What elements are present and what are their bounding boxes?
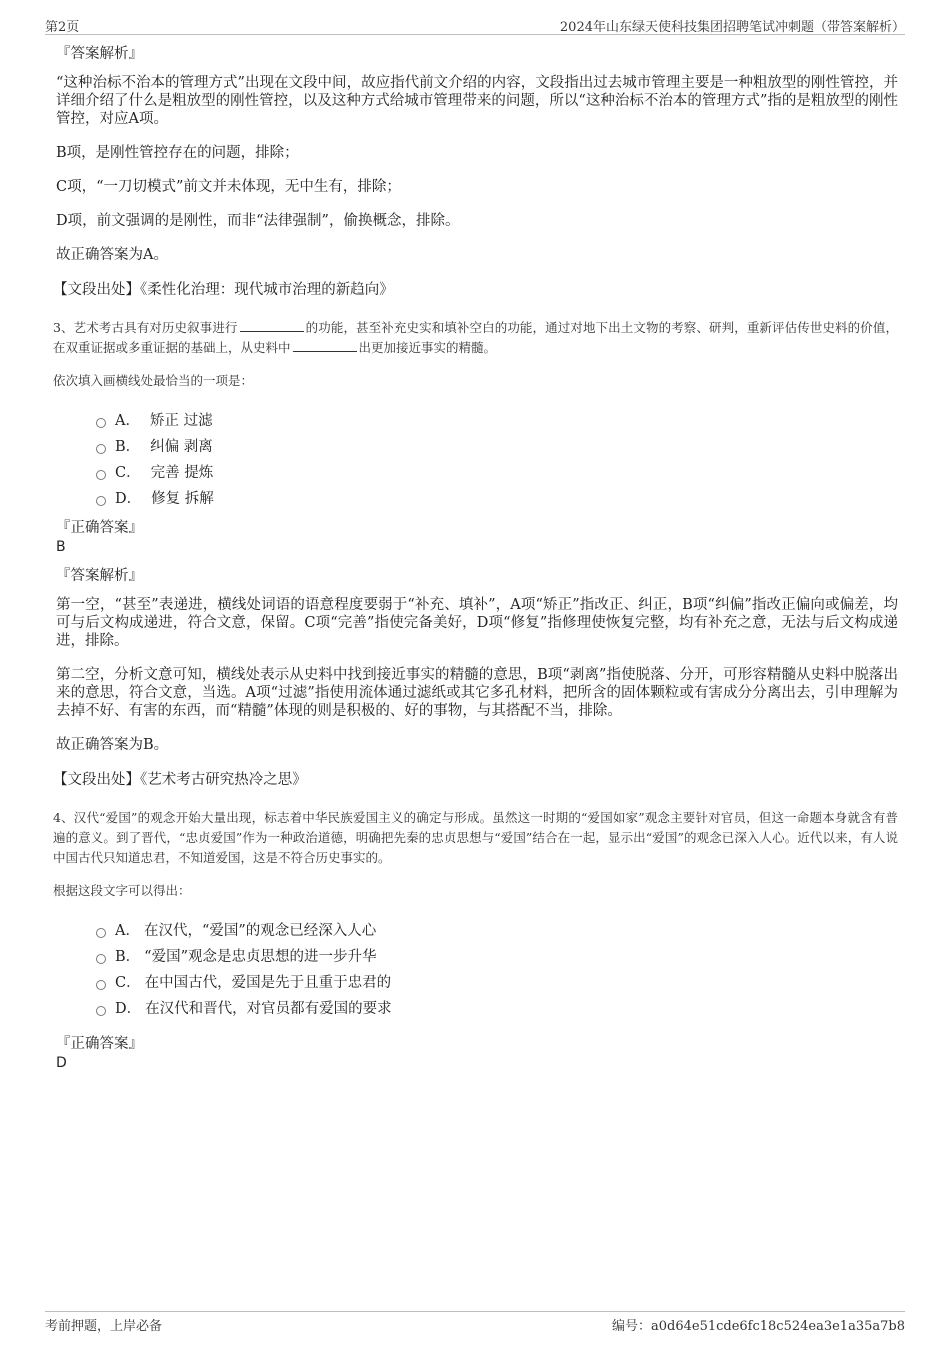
option-b[interactable]: B． “爱国”观念是忠贞思想的进一步升华: [96, 944, 898, 970]
radio-icon[interactable]: [96, 444, 106, 454]
radio-icon[interactable]: [96, 496, 106, 506]
question-4-options: [96, 918, 898, 1022]
analysis-conclusion: 故正确答案为A。: [56, 247, 168, 263]
page-footer: [45, 1311, 905, 1336]
analysis-paragraph: C项，“一刀切模式”前文并未体现，无中生有，排除；: [56, 179, 401, 195]
option-a[interactable]: A． 在汉代，“爱国”的观念已经深入人心: [96, 918, 898, 944]
document-title: 2024年山东绿天使科技集团招聘笔试冲刺题（带答案解析）: [559, 20, 905, 35]
correct-answer-heading: 『正确答案』: [56, 520, 143, 536]
analysis-paragraph: 第二空，分析文意可知，横线处表示从史料中找到接近事实的精髓的意思，B项“剥离”指使脱落、分开，可形容精髓从史料中脱落出来的意思，符合文意，当选。A项“过滤”指使用流体通过滤纸或其它多孔材料，把所含的固体颗粒或有害成分分离出去，引申理解为去掉不好、有害的东西，而“精髓”体现的则是积极的、好的事物，与其搭配不当，排除。: [56, 667, 898, 719]
question-3-text: 3、艺术考古具有对历史叙事进行 的功能，甚至补充史实和填补空白的功能，通过对地下出土文物的考察、研判，重新评估传世史料的价值，在双重证据或多重证据的基础上，从史料中 出更加接近事实的精髓。: [53, 320, 898, 355]
analysis-paragraph: B项，是刚性管控存在的问题，排除；: [56, 145, 299, 161]
correct-answer-value: B: [56, 539, 66, 555]
option-d[interactable]: D． 在汉代和晋代，对官员都有爱国的要求: [96, 996, 898, 1022]
blank-line: [240, 319, 304, 332]
page-content: [53, 44, 898, 1082]
blank-line: [293, 339, 357, 352]
question-3-options: [96, 408, 898, 512]
correct-answer-value: D: [56, 1055, 67, 1071]
question-3-prompt: 依次填入画横线处最恰当的一项是：: [53, 373, 254, 388]
analysis-paragraph: 第一空，“甚至”表递进，横线处词语的语意程度要弱于“补充、填补”，A项“矫正”指改正、纠正，B项“纠偏”指改正偏向或偏差，均可与后文构成递进，符合文意，保留。C项“完善”指使完备美好，D项“修复”指修理使恢复完整，均有补充之意，无法与后文构成递进，排除。: [56, 597, 898, 649]
answer-analysis-heading: 『答案解析』: [56, 568, 143, 584]
question-4-prompt: 根据这段文字可以得出：: [53, 883, 191, 898]
document-id: 编号：a0d64e51cde6fc18c524ea3e1a35a7b8: [611, 1319, 905, 1334]
analysis-paragraph: D项，前文强调的是刚性，而非“法律强制”，偷换概念，排除。: [56, 213, 460, 229]
radio-icon[interactable]: [96, 954, 106, 964]
radio-icon[interactable]: [96, 980, 106, 990]
page-header: [45, 14, 905, 35]
option-c[interactable]: C． 完善 提炼: [96, 460, 898, 486]
footer-slogan: 考前押题，上岸必备: [45, 1319, 163, 1334]
answer-analysis-heading: 『答案解析』: [56, 46, 143, 62]
option-b[interactable]: B． 纠偏 剥离: [96, 434, 898, 460]
correct-answer-heading: 『正确答案』: [56, 1036, 143, 1052]
source-citation: 【文段出处】《艺术考古研究热冷之思》: [53, 772, 307, 788]
radio-icon[interactable]: [96, 418, 106, 428]
radio-icon[interactable]: [96, 470, 106, 480]
radio-icon[interactable]: [96, 928, 106, 938]
option-a[interactable]: A． 矫正 过滤: [96, 408, 898, 434]
analysis-conclusion: 故正确答案为B。: [56, 737, 169, 753]
question-4-text: 4、汉代“爱国”的观念开始大量出现，标志着中华民族爱国主义的确定与形成。虽然这一时期的“爱国如家”观念主要针对官员，但这一命题本身就含有普遍的意义。到了晋代，“忠贞爱国”作为一种政治道德，明确把先秦的忠贞思想与“爱国”结合在一起，显示出“爱国”的观念已深入人心。近代以来，有人说中国古代只知道忠君，不知道爱国，这是不符合历史事实的。: [53, 810, 898, 865]
option-c[interactable]: C． 在中国古代，爱国是先于且重于忠君的: [96, 970, 898, 996]
source-citation: 【文段出处】《柔性化治理：现代城市治理的新趋向》: [53, 282, 394, 298]
analysis-paragraph: “这种治标不治本的管理方式”出现在文段中间，故应指代前文介绍的内容，文段指出过去城市管理主要是一种粗放型的刚性管控，并详细介绍了什么是粗放型的刚性管控，以及这种方式给城市管理带来的问题，所以“这种治标不治本的管理方式”指的是粗放型的刚性管控，对应A项。: [56, 75, 898, 127]
radio-icon[interactable]: [96, 1006, 106, 1016]
page-number: 第2页: [45, 20, 80, 35]
option-d[interactable]: D． 修复 拆解: [96, 486, 898, 512]
